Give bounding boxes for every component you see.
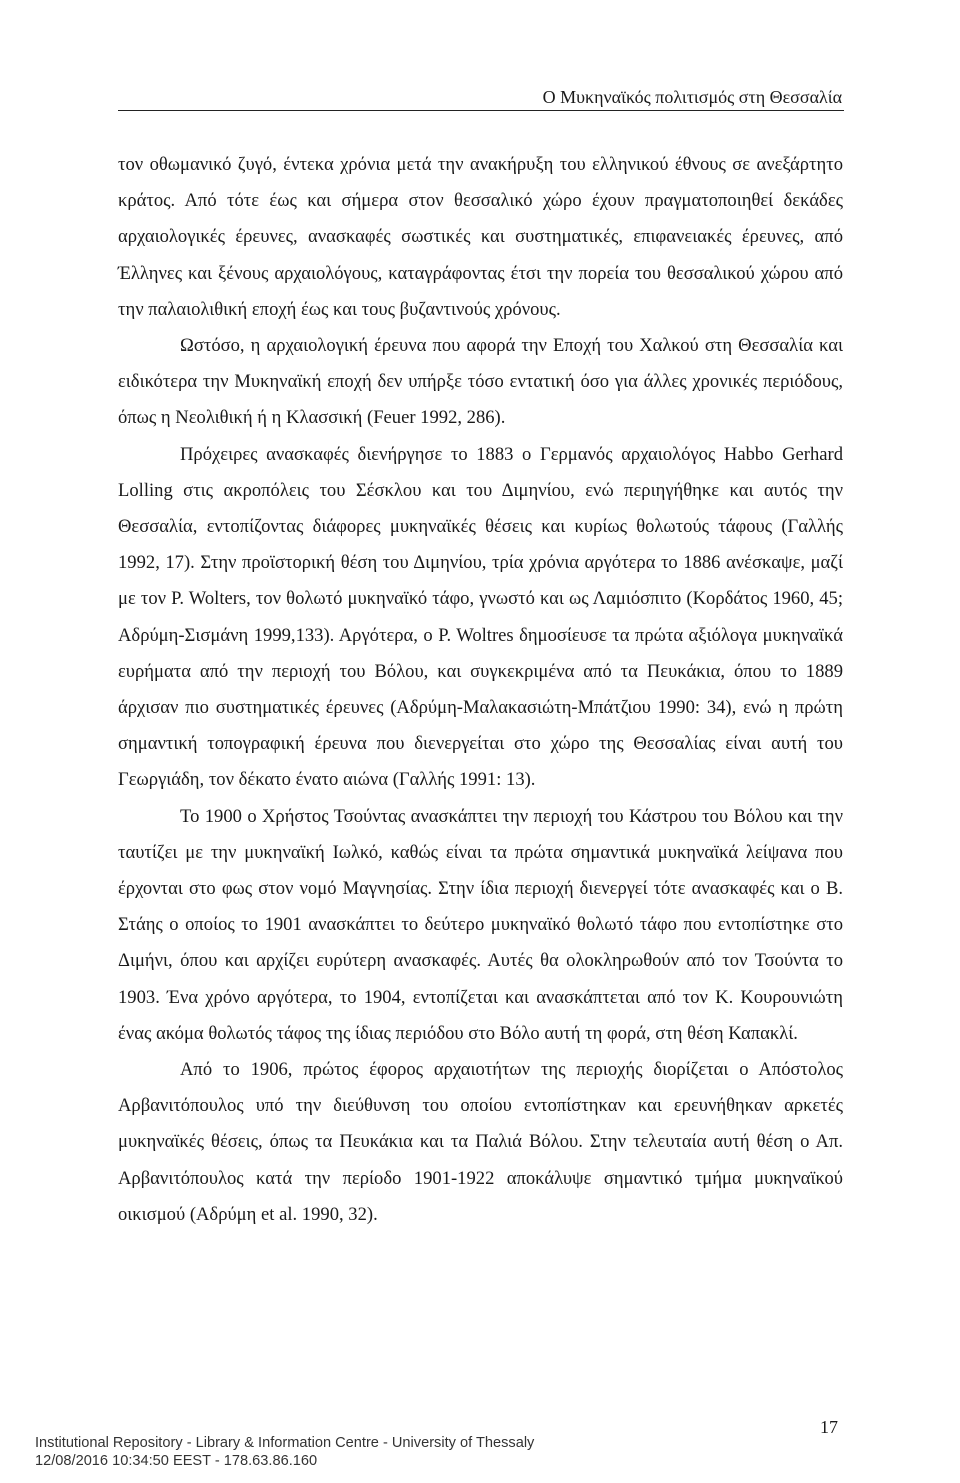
paragraph-5: Από το 1906, πρώτος έφορος αρχαιοτήτων της περιοχής διορίζεται ο Απόστολος Αρβανιτόπουλος υπό την διεύθυνση του οποίου εντοπίστηκαν και ερευνήθηκαν αρκετές μυκηναϊκές θέσεις, όπως τα Πευκάκια και τα Παλιά Βόλου. Στην τελευταία αυτή θέση ο Απ. Αρβανιτόπουλος κατά την περίοδο 1901-1922 αποκάλυψε σημαντικό τμήμα μυκηναϊκού οικισμού (Αδρύμη et al. 1990, 32). (118, 1059, 843, 1225)
paragraph-3: Πρόχειρες ανασκαφές διενήργησε το 1883 ο Γερμανός αρχαιολόγος Habbo Gerhard Lolling στις ακροπόλεις του Σέσκλου και του Διμηνίου, ενώ περιηγήθηκε και αυτός την Θεσσαλία, εντοπίζοντας διάφορες μυκηναϊκές θέσεις και κυρίως θολωτούς τάφους (Γαλλής 1992, 17). Στην προϊστορική θέση του Διμηνίου, τρία χρόνια αργότερα το 1886 ανέσκαψε, μαζί με τον P. Wolters, τον θολωτό μυκηναϊκό τάφο, γνωστό και ως Λαμιόσπιτο (Κορδάτος 1960, 45; Αδρύμη-Σισμάνη 1999,133). Αργότερα, ο P. Woltres δημοσίευσε τα πρώτα αξιόλογα μυκηναϊκά ευρήματα από την περιοχή του Βόλου, και συγκεκριμένα από τα Πευκάκια, όπου το 1889 άρχισαν πιο συστηματικές έρευνες (Αδρύμη-Μαλακασιώτη-Μπάτζιου 1990: 34), ενώ η πρώτη σημαντική τοπογραφική έρευνα που διενεργείται στο χώρο της Θεσσαλίας είναι αυτή του Γεωργιάδη, τον δέκατο ένατο αιώνα (Γαλλής 1991: 13). (118, 443, 843, 791)
running-header-title: Ο Μυκηναϊκός πολιτισμός στη Θεσσαλία (542, 87, 842, 107)
header-divider (118, 110, 844, 111)
paragraph-4: Το 1900 ο Χρήστος Τσούντας ανασκάπτει την περιοχή του Κάστρου του Βόλου και την ταυτίζει με την μυκηναϊκή Ιωλκό, καθώς είναι τα πρώτα σημαντικά μυκηναϊκά λείψανα που έρχονται στο φως στον νομό Μαγνησίας. Στην ίδια περιοχή διενεργεί τότε ανασκαφές και ο Β. Στάης ο οποίος το 1901 ανασκάπτει το δεύτερο μυκηναϊκό θολωτό τάφο που εντοπίστηκε στο Διμήνι, όπου και αρχίζει ευρύτερη ανασκαφές. Αυτές θα ολοκληρωθούν από τον Τσούντα το 1903. Ένα χρόνο αργότερα, το 1904, εντοπίζεται και ανασκάπτεται από τον Κ. Κουρουνιώτη ένας ακόμα θολωτός τάφος της ίδιας περιόδου στο Βόλο αυτή τη φορά, στη θέση Καπακλί. (118, 805, 843, 1044)
footer-repository-line: Institutional Repository - Library & Information Centre - University of Thessaly (35, 1435, 535, 1451)
paragraph-1: τον οθωμανικό ζυγό, έντεκα χρόνια μετά την ανακήρυξη του ελληνικού έθνους σε ανεξάρτητο κράτος. Από τότε έως και σήμερα στον θεσσαλικό χώρο έχουν πραγματοποιηθεί δεκάδες αρχαιολογικές έρευνες, ανασκαφές σωστικές και συστηματικές, επιφανειακές έρευνες, από Έλληνες και ξένους αρχαιολόγους, καταγράφοντας έτσι την πορεία του θεσσαλικού χώρου από την παλαιολιθική εποχή έως και τους βυζαντινούς χρόνους. (118, 154, 843, 320)
repository-footer (35, 1434, 534, 1470)
main-text (118, 147, 843, 1233)
page-number: 17 (820, 1417, 838, 1437)
paragraph-2: Ωστόσο, η αρχαιολογική έρευνα που αφορά την Εποχή του Χαλκού στη Θεσσαλία και ειδικότερα την Μυκηναϊκή εποχή δεν υπήρξε τόσο εντατική όσο για άλλες χρονικές περιόδους, όπως η Νεολιθική ή η Κλασσική (Feuer 1992, 286). (118, 335, 843, 429)
footer-timestamp-line: 12/08/2016 10:34:50 EEST - 178.63.86.160 (35, 1453, 318, 1469)
